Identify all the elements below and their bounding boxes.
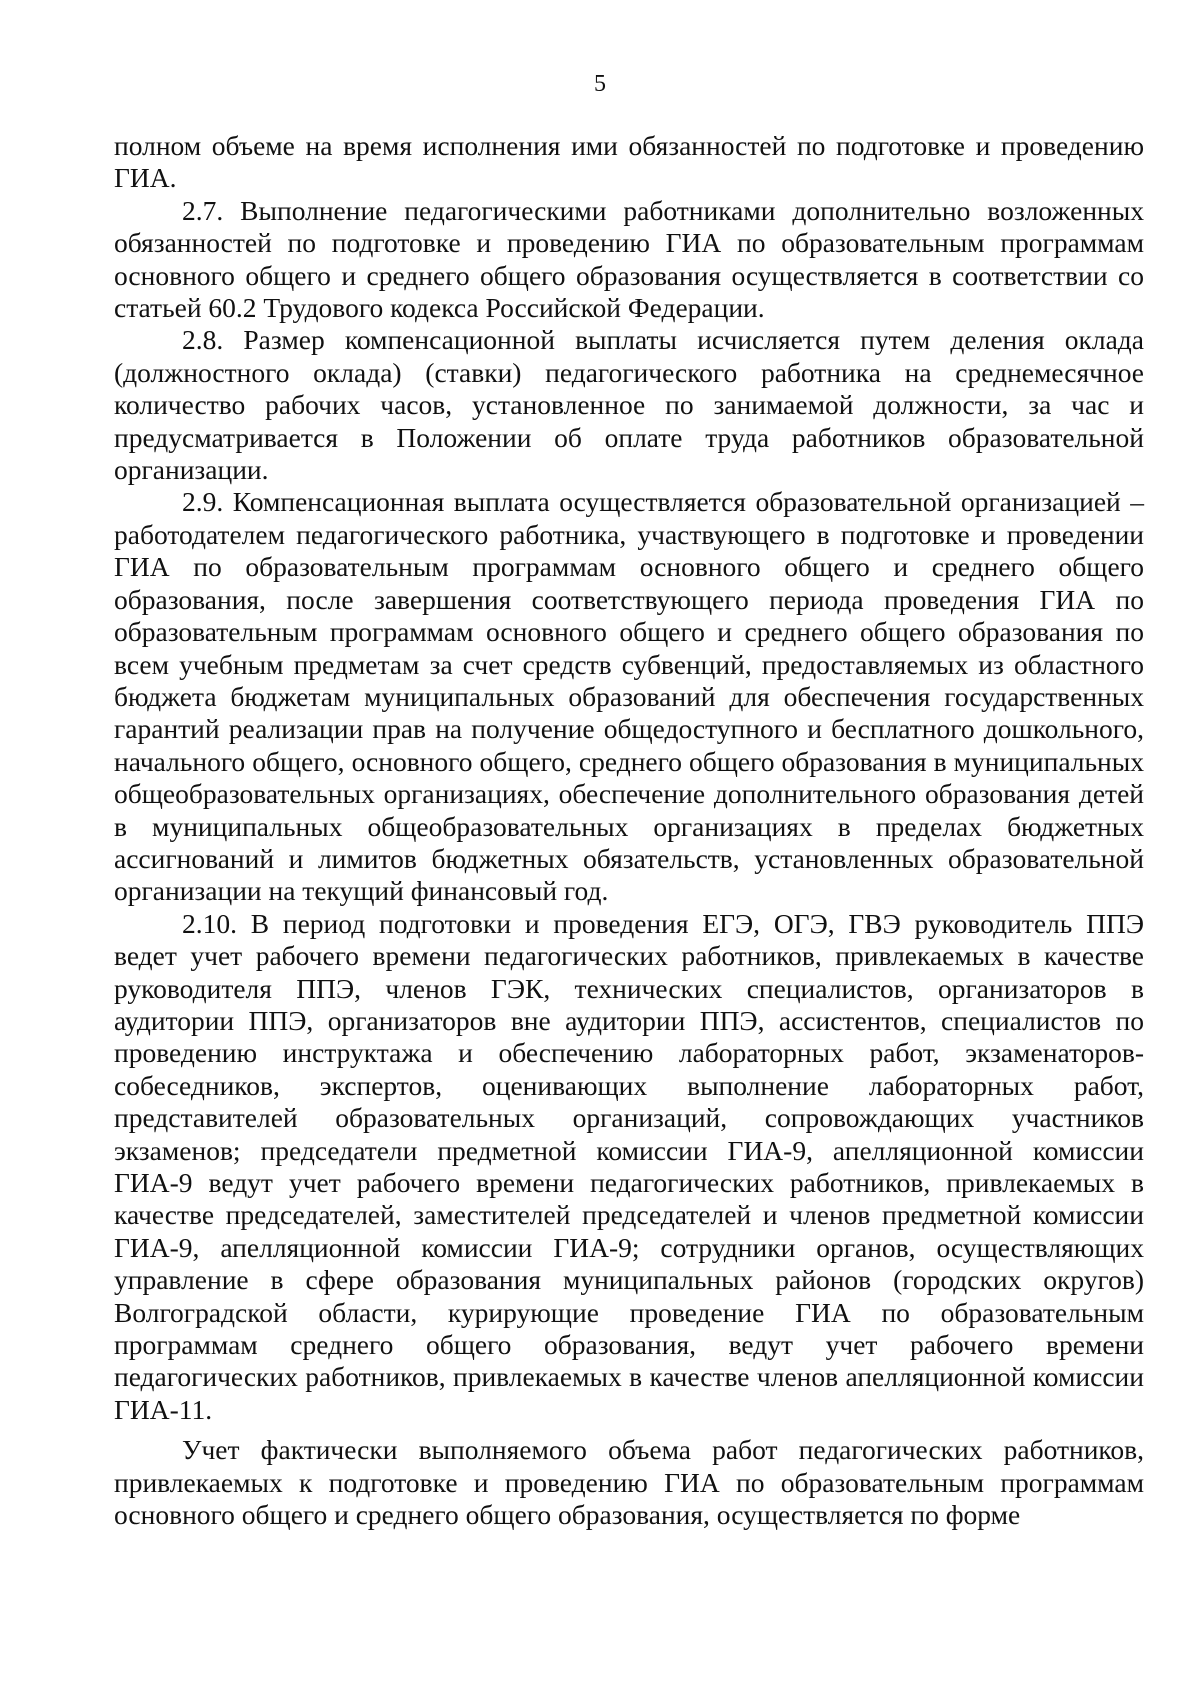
paragraph-2-8: 2.8. Размер компенсационной выплаты исчисляется путем деления оклада (должностного оклада) (ставки) педагогического работника на среднемесячное количество рабочих часов, установленное по занимаемой должности, за час и предусматривается в Положении об оплате труда работников образовательной организации. [114, 324, 1144, 486]
paragraph-accounting: Учет фактически выполняемого объема работ педагогических работников, привлекаемых к подготовке и проведению ГИА по образовательным программам основного общего и среднего общего образования, осуществляется по форме [114, 1434, 1144, 1531]
paragraph-continuation: полном объеме на время исполнения ими обязанностей по подготовке и проведению ГИА. [114, 130, 1144, 194]
document-body [114, 130, 1144, 1531]
paragraph-2-9: 2.9. Компенсационная выплата осуществляется образовательной организацией – работодателем педагогического работника, участвующего в подготовке и проведении ГИА по образовательным программам основного общего и среднего общего образования, после завершения соответствующего периода проведения ГИА по образовательным программам основного общего и среднего общего образования по всем учебным предметам за счет средств субвенций, предоставляемых из областного бюджета бюджетам муниципальных образований для обеспечения государственных гарантий реализации прав на получение общедоступного и бесплатного дошкольного, начального общего, основного общего, среднего общего образования в муниципальных общеобразовательных организациях, обеспечение дополнительного образования детей в муниципальных общеобразовательных организациях в пределах бюджетных ассигнований и лимитов бюджетных обязательств, установленных образовательной организации на текущий финансовый год. [114, 486, 1144, 907]
page-number: 5 [594, 71, 606, 97]
paragraph-2-7: 2.7. Выполнение педагогическими работниками дополнительно возложенных обязанностей по подготовке и проведению ГИА по образовательным программам основного общего и среднего общего образования осуществляется в соответствии со статьей 60.2 Трудового кодекса Российской Федерации. [114, 194, 1144, 324]
paragraph-2-10: 2.10. В период подготовки и проведения ЕГЭ, ОГЭ, ГВЭ руководитель ППЭ ведет учет рабочего времени педагогических работников, привлекаемых в качестве руководителя ППЭ, членов ГЭК, технических специалистов, организаторов в аудитории ППЭ, организаторов вне аудитории ППЭ, ассистентов, специалистов по проведению инструктажа и обеспечению лабораторных работ, экзаменаторов-собеседников, экспертов, оценивающих выполнение лабораторных работ, представителей образовательных организаций, сопровождающих участников экзаменов; председатели предметной комиссии ГИА-9, апелляционной комиссии ГИА-9 ведут учет рабочего времени педагогических работников, привлекаемых в качестве председателей, заместителей председателей и членов предметной комиссии ГИА-9, апелляционной комиссии ГИА-9; сотрудники органов, осуществляющих управление в сфере образования муниципальных районов (городских округов) Волгоградской области, курирующие проведение ГИА по образовательным программам среднего общего образования, ведут учет рабочего времени педагогических работников, привлекаемых в качестве членов апелляционной комиссии ГИА-11. [114, 907, 1144, 1425]
